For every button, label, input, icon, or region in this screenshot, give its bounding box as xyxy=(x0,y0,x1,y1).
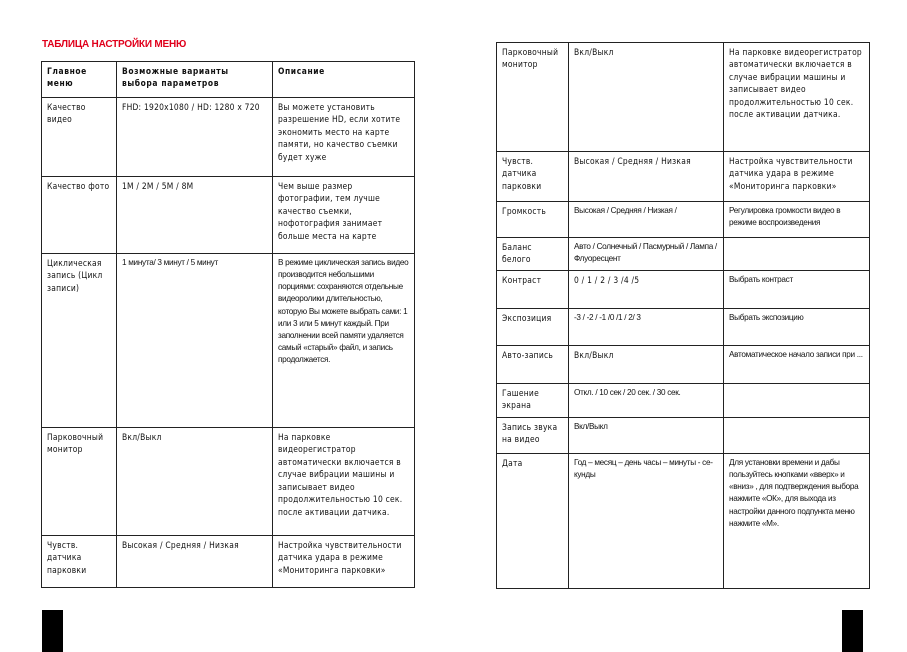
row-options: Вкл/Выкл xyxy=(569,346,724,384)
table-row xyxy=(497,346,870,384)
table-row xyxy=(42,536,415,588)
row-menu: Авто-запись xyxy=(497,346,569,384)
table-row xyxy=(497,238,870,271)
row-description: Вы можете установить разрешение HD, если хотите экономить место на карте памяти, но качество съемки будет хуже xyxy=(273,98,415,177)
row-options: 1 минута/ 3 минут / 5 минут xyxy=(117,254,273,428)
row-menu: Экспозиция xyxy=(497,309,569,346)
row-description xyxy=(724,418,870,454)
row-description: Выбрать контраст xyxy=(724,271,870,309)
row-menu: Парковочный монитор xyxy=(42,428,117,536)
settings-table-left xyxy=(41,61,415,588)
header-menu: Главное меню xyxy=(42,62,117,98)
row-options: Год – месяц – день часы – минуты - се-кунды xyxy=(569,454,724,589)
row-description: Для установки времени и дабы пользуйтесь кнопками «вверх» и «вниз» , для подтверждения выбора нажмите «ОК», для выхода из настройки данного подпункта меню нажмите «М». xyxy=(724,454,870,589)
row-menu: Гашение экрана xyxy=(497,384,569,418)
table-row xyxy=(42,428,415,536)
row-description: Автоматическое начало записи при ... xyxy=(724,346,870,384)
row-menu: Парковочный монитор xyxy=(497,43,569,152)
table-header-row xyxy=(42,62,415,98)
row-options: 0 / 1 / 2 / 3 /4 /5 xyxy=(569,271,724,309)
row-options: Высокая / Средняя / Низкая xyxy=(569,152,724,202)
row-options: Авто / Солнечный / Пасмурный / Лампа / Флуоресцент xyxy=(569,238,724,271)
page-marker-left xyxy=(42,610,63,652)
row-description xyxy=(724,238,870,271)
row-description: На парковке видеорегистратор автоматически включается в случае вибрации машины и записывает видео продолжительностью 10 сек. после активации датчика. xyxy=(273,428,415,536)
row-menu: Чувств. датчика парковки xyxy=(42,536,117,588)
row-options: Вкл/Выкл xyxy=(117,428,273,536)
row-menu: Качество видео xyxy=(42,98,117,177)
row-description: Настройка чувствительности датчика удара в режиме «Мониторинга парковки» xyxy=(273,536,415,588)
header-description: Описание xyxy=(273,62,415,98)
row-description: Чем выше размер фотографии, тем лучше качество съемки, нофотография занимает больше места на карте xyxy=(273,177,415,254)
header-options: Возможные варианты выбора параметров xyxy=(117,62,273,98)
page-marker-right xyxy=(842,610,863,652)
row-options: Высокая / Средняя / Низкая xyxy=(117,536,273,588)
row-menu: Баланс белого xyxy=(497,238,569,271)
settings-table-right xyxy=(496,42,870,589)
table-row xyxy=(497,152,870,202)
row-options: Высокая / Средняя / Низкая / xyxy=(569,202,724,238)
table-row xyxy=(42,98,415,177)
row-menu: Чувств. датчика парковки xyxy=(497,152,569,202)
row-options: 1M / 2M / 5M / 8M xyxy=(117,177,273,254)
row-options: -3 / -2 / -1 /0 /1 / 2/ 3 xyxy=(569,309,724,346)
row-description: Выбрать экспозицию xyxy=(724,309,870,346)
row-menu: Циклическая запись (Цикл записи) xyxy=(42,254,117,428)
row-description: Регулировка громкости видео в режиме воспроизведения xyxy=(724,202,870,238)
row-menu: Контраст xyxy=(497,271,569,309)
table-row xyxy=(497,384,870,418)
row-menu: Запись звука на видео xyxy=(497,418,569,454)
table-row xyxy=(497,271,870,309)
table-row xyxy=(497,418,870,454)
row-description: Настройка чувствительности датчика удара в режиме «Мониторинга парковки» xyxy=(724,152,870,202)
row-options: Откл. / 10 сек / 20 сек. / 30 сек. xyxy=(569,384,724,418)
row-description xyxy=(724,384,870,418)
table-row xyxy=(42,254,415,428)
table-row xyxy=(497,43,870,152)
table-row xyxy=(497,309,870,346)
row-menu: Качество фото xyxy=(42,177,117,254)
row-options: Вкл/Выкл xyxy=(569,43,724,152)
row-description: В режиме циклическая запись видео производится небольшими порциями: сохраняются отдельные видеоролики длительностью, которую Вы можете выбрать сами: 1 или 3 или 5 минут каждый. При заполнении всей памяти удаляется самый «старый» файл, и запись продолжается. xyxy=(273,254,415,428)
row-menu: Дата xyxy=(497,454,569,589)
row-options: Вкл/Выкл xyxy=(569,418,724,454)
page-title: ТАБЛИЦА НАСТРОЙКИ МЕНЮ xyxy=(42,39,187,50)
table-row xyxy=(497,202,870,238)
table-row xyxy=(42,177,415,254)
row-description: На парковке видеорегистратор автоматически включается в случае вибрации машины и записывает видео продолжительностью 10 сек. после активации датчика. xyxy=(724,43,870,152)
table-row xyxy=(497,454,870,589)
row-options: FHD: 1920x1080 / HD: 1280 x 720 xyxy=(117,98,273,177)
row-menu: Громкость xyxy=(497,202,569,238)
